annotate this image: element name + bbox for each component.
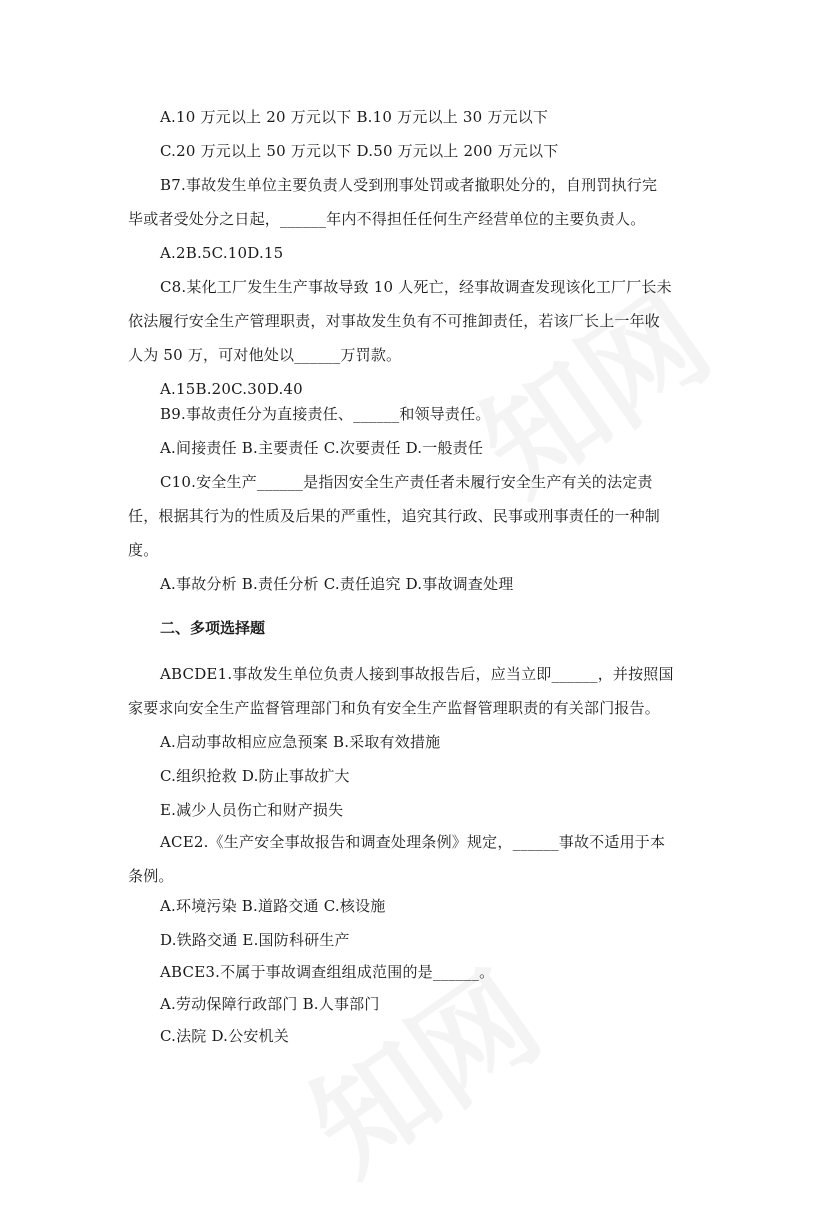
question-line: 任，根据其行为的性质及后果的严重性，追究其行政、民事或刑事责任的一种制 [128, 507, 661, 525]
question-line: B9.事故责任分为直接责任、______和领导责任。 [160, 405, 491, 423]
option-line: A.事故分析 B.责任分析 C.责任追究 D.事故调查处理 [160, 575, 514, 593]
question-line: ABCE3.不属于事故调查组组成范围的是______。 [160, 963, 495, 981]
question-line: C10.安全生产______是指因安全生产责任者未履行安全生产有关的法定责 [160, 473, 653, 491]
option-line: C.20 万元以上 50 万元以下 D.50 万元以上 200 万元以下 [160, 142, 559, 160]
option-line: C.法院 D.公安机关 [160, 1027, 289, 1045]
option-line: C.组织抢救 D.防止事故扩大 [160, 767, 350, 785]
option-line: A.10 万元以上 20 万元以下 B.10 万元以上 30 万元以下 [160, 108, 549, 126]
option-line: A.启动事故相应应急预案 B.采取有效措施 [160, 733, 441, 751]
question-line: 毕或者受处分之日起，______年内不得担任任何生产经营单位的主要负责人。 [128, 210, 646, 228]
option-line: E.减少人员伤亡和财产损失 [160, 801, 344, 819]
option-line: A.2B.5C.10D.15 [160, 244, 284, 262]
question-line: 度。 [128, 541, 159, 559]
question-line: 家要求向安全生产监督管理部门和负有安全生产监督管理职责的有关部门报告。 [128, 699, 661, 717]
question-line: 依法履行安全生产管理职责，对事故发生负有不可推卸责任，若该厂长上一年收 [128, 312, 661, 330]
question-line: 人为 50 万，可对他处以______万罚款。 [128, 346, 402, 364]
question-line: B7.事故发生单位主要负责人受到刑事处罚或者撤职处分的，自刑罚执行完 [160, 176, 658, 194]
option-line: A.环境污染 B.道路交通 C.核设施 [160, 897, 386, 915]
question-line: C8.某化工厂发生生产事故导致 10 人死亡，经事故调查发现该化工厂厂长未 [160, 278, 672, 296]
question-line: 条例。 [128, 867, 174, 885]
option-line: D.铁路交通 E.国防科研生产 [160, 931, 350, 949]
question-line: ABCDE1.事故发生单位负责人接到事故报告后，应当立即______，并按照国 [160, 665, 674, 683]
option-line: A.间接责任 B.主要责任 C.次要责任 D.一般责任 [160, 439, 484, 457]
section-heading: 二、多项选择题 [160, 619, 266, 637]
option-line: A.劳动保障行政部门 B.人事部门 [160, 995, 380, 1013]
question-line: ACE2.《生产安全事故报告和调查处理条例》规定，______事故不适用于本 [160, 833, 666, 851]
option-line: A.15B.20C.30D.40 [160, 380, 303, 398]
